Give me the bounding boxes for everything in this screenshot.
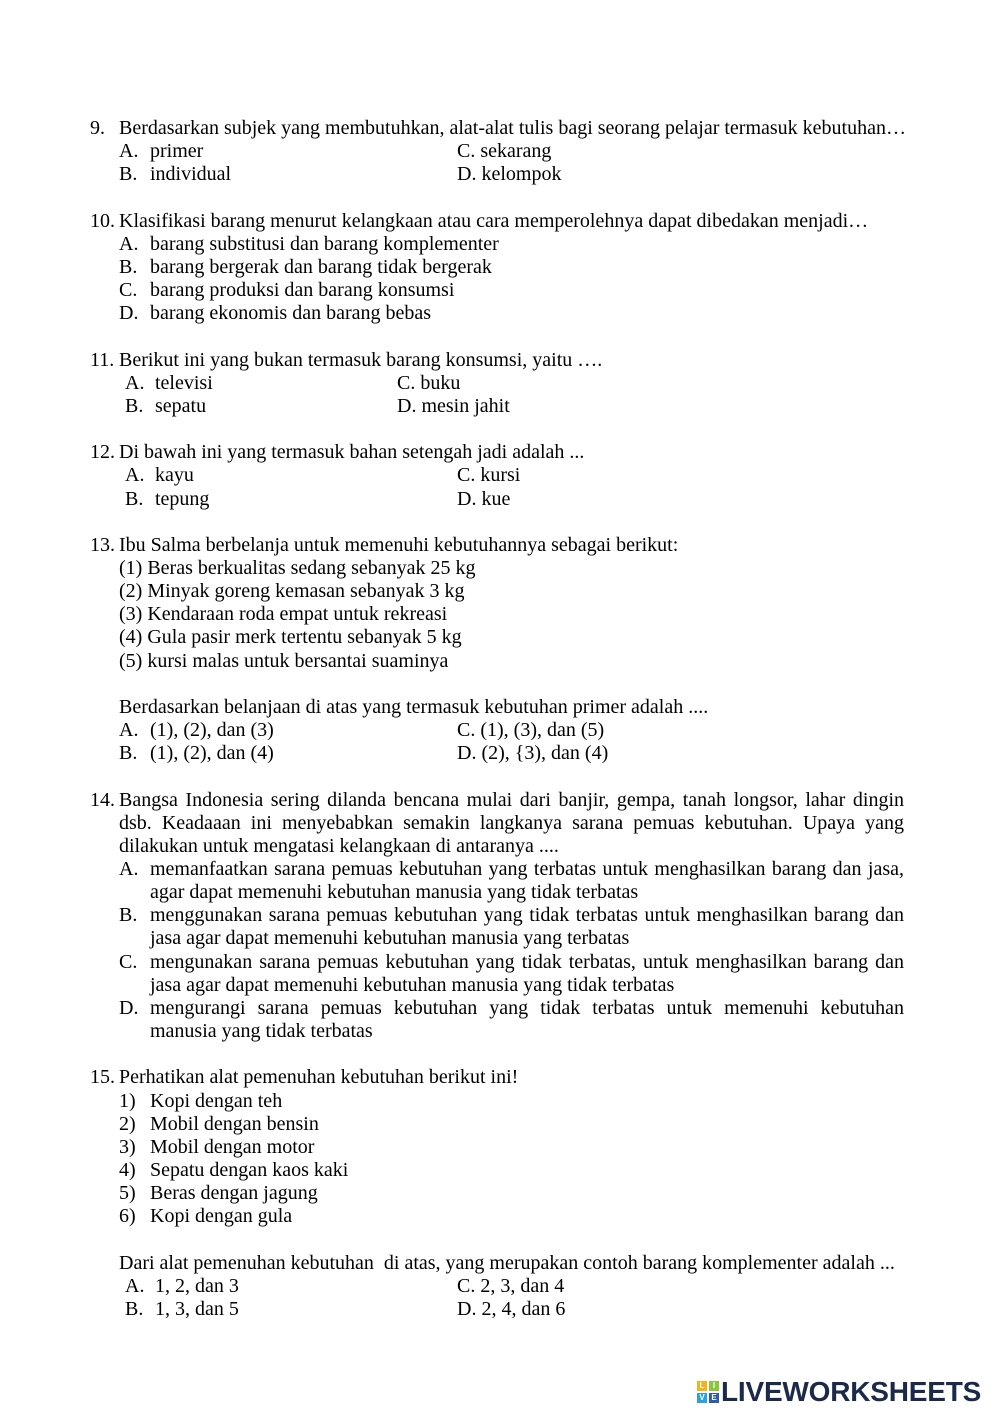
option-c bbox=[457, 140, 551, 163]
option-text-b: menggunakan sarana pemuas kebutuhan yang tidak terbatas untuk menghasilkan barang dan jasa agar dapat memenuhi kebutuhan manusia yang terbatas bbox=[150, 904, 904, 950]
option-row bbox=[0, 140, 1000, 163]
option-row bbox=[0, 951, 1000, 997]
option-row bbox=[0, 719, 1000, 742]
option-text-d: mengurangi sarana pemuas kebutuhan yang tidak terbatas untuk memenuhi kebutuhan manusia yang tidak terbatas bbox=[150, 996, 904, 1043]
list-item-label: 4) bbox=[119, 1159, 136, 1182]
option-letter-b: B. bbox=[125, 1297, 144, 1320]
blank-line bbox=[0, 418, 1000, 441]
blank-line bbox=[0, 1229, 1000, 1252]
list-item-label: (1) bbox=[119, 556, 143, 579]
option-c bbox=[457, 464, 520, 487]
list-item-content bbox=[119, 557, 476, 580]
list-item-label: (2) bbox=[119, 580, 143, 603]
option-letter-a: A. bbox=[125, 371, 145, 394]
option-text-d: (2), {3), dan (4) bbox=[481, 742, 609, 765]
question-prompt: Dari alat pemenuhan kebutuhan di atas, yang merupakan contoh barang komplementer adalah ... bbox=[119, 1251, 895, 1274]
option-letter-c: C. bbox=[457, 719, 476, 742]
list-item bbox=[0, 626, 1000, 649]
option-letter-b: B. bbox=[119, 742, 138, 765]
list-item bbox=[0, 650, 1000, 673]
option-text-c: kursi bbox=[480, 464, 521, 487]
option-row bbox=[0, 302, 1000, 325]
option-c bbox=[457, 1275, 564, 1298]
option-text-b: 1, 3, dan 5 bbox=[155, 1297, 239, 1320]
list-item-text: Gula pasir merk tertentu sebanyak 5 kg bbox=[147, 626, 462, 649]
question-number: 13. bbox=[90, 533, 115, 556]
option-text-d: kelompok bbox=[481, 163, 562, 186]
option-d bbox=[457, 163, 561, 186]
option-text-a: primer bbox=[150, 140, 204, 163]
list-item-text: Minyak goreng kemasan sebanyak 3 kg bbox=[147, 580, 465, 603]
question-stem-row bbox=[0, 349, 1000, 372]
question-stem: Berikut ini yang bukan termasuk barang konsumsi, yaitu …. bbox=[119, 348, 603, 371]
list-item-text: Beras berkualitas sedang sebanyak 25 kg bbox=[147, 556, 476, 579]
question-stem-row bbox=[0, 789, 1000, 858]
question-stem-row bbox=[0, 1066, 1000, 1089]
option-d bbox=[457, 742, 608, 765]
option-letter-b: B. bbox=[119, 163, 138, 186]
option-letter-a: A. bbox=[125, 1274, 145, 1297]
option-letter-c: C. bbox=[397, 371, 416, 394]
question-stem-row bbox=[0, 117, 1000, 140]
option-c bbox=[457, 719, 604, 742]
question-stem: Ibu Salma berbelanja untuk memenuhi kebutuhannya sebagai berikut: bbox=[119, 533, 679, 556]
option-text-d: barang ekonomis dan barang bebas bbox=[150, 302, 432, 325]
question-number: 9. bbox=[90, 117, 105, 139]
list-item bbox=[0, 557, 1000, 580]
list-item-label: (5) bbox=[119, 649, 143, 672]
option-row bbox=[0, 279, 1000, 302]
option-letter-a: A. bbox=[119, 858, 139, 880]
option-row bbox=[0, 163, 1000, 186]
option-text-b: tepung bbox=[155, 487, 210, 510]
option-letter-a: A. bbox=[119, 140, 139, 163]
option-row bbox=[0, 742, 1000, 765]
option-d bbox=[397, 395, 510, 418]
option-text-a: (1), (2), dan (3) bbox=[150, 719, 274, 742]
option-text-d: mesin jahit bbox=[421, 394, 510, 417]
list-item-content bbox=[119, 626, 462, 649]
question-13 bbox=[0, 534, 1000, 766]
list-item-label: 6) bbox=[119, 1205, 136, 1228]
question-prompt: Berdasarkan belanjaan di atas yang termasuk kebutuhan primer adalah .... bbox=[119, 695, 709, 718]
question-9 bbox=[0, 117, 1000, 186]
logo-square-e: E bbox=[709, 1393, 719, 1403]
list-item bbox=[0, 1159, 1000, 1182]
list-item-text: Mobil dengan motor bbox=[150, 1135, 315, 1158]
question-15 bbox=[0, 1066, 1000, 1321]
option-text-a: barang substitusi dan barang komplementer bbox=[150, 232, 499, 255]
option-row bbox=[0, 997, 1000, 1043]
option-text-c: (1), (3), dan (5) bbox=[480, 719, 605, 742]
list-item-label: (3) bbox=[119, 603, 143, 626]
option-letter-d: D. bbox=[119, 996, 139, 1019]
option-text-b: (1), (2), dan (4) bbox=[150, 742, 274, 765]
option-letter-c: C. bbox=[457, 140, 476, 163]
blank-line bbox=[0, 673, 1000, 696]
logo-square-i: I bbox=[709, 1381, 719, 1391]
blank-line bbox=[0, 511, 1000, 534]
logo-square-l: L bbox=[697, 1381, 707, 1391]
option-letter-d: D. bbox=[457, 1297, 477, 1320]
question-number: 10. bbox=[90, 209, 115, 232]
question-stem: Bangsa Indonesia sering dilanda bencana mulai dari banjir, gempa, tanah longsor, lahar dingin dsb. Keadaaan ini menyebabkan semakin langkanya sarana pemuas kebutuhan. Upaya yang dilakukan untuk mengatasi kelangkaan di antaranya .... bbox=[119, 788, 904, 857]
question-stem: Di bawah ini yang termasuk bahan setengah jadi adalah ... bbox=[119, 441, 585, 464]
question-list bbox=[0, 117, 1000, 1321]
question-number: 15. bbox=[90, 1066, 115, 1089]
list-item bbox=[0, 1136, 1000, 1159]
list-item bbox=[0, 1090, 1000, 1113]
option-row bbox=[0, 256, 1000, 279]
question-14 bbox=[0, 789, 1000, 1044]
blank-line bbox=[0, 325, 1000, 348]
question-number: 14. bbox=[90, 788, 115, 811]
liveworksheets-logo bbox=[697, 1378, 987, 1406]
list-item-content bbox=[119, 603, 447, 626]
option-text-c: sekarang bbox=[480, 140, 552, 163]
list-item-text: Kopi dengan teh bbox=[150, 1089, 283, 1112]
option-letter-b: B. bbox=[119, 904, 138, 927]
list-item-text: kursi malas untuk bersantai suaminya bbox=[147, 649, 449, 672]
question-stem-row bbox=[0, 534, 1000, 557]
question-stem: Klasifikasi barang menurut kelangkaan atau cara memperolehnya dapat dibedakan menjadi… bbox=[119, 209, 869, 232]
option-text-a: kayu bbox=[155, 464, 194, 487]
option-row bbox=[0, 904, 1000, 950]
option-text-d: kue bbox=[481, 487, 511, 510]
option-letter-c: C. bbox=[457, 1274, 476, 1297]
option-text-c: barang produksi dan barang konsumsi bbox=[150, 279, 455, 302]
option-row bbox=[0, 395, 1000, 418]
list-item-text: Kendaraan roda empat untuk rekreasi bbox=[147, 603, 448, 626]
list-item-text: Sepatu dengan kaos kaki bbox=[150, 1159, 349, 1182]
list-item-content bbox=[119, 650, 448, 673]
option-letter-d: D. bbox=[457, 742, 477, 765]
list-item bbox=[0, 580, 1000, 603]
list-item-text: Mobil dengan bensin bbox=[150, 1112, 319, 1135]
question-number: 12. bbox=[90, 441, 115, 464]
option-letter-a: A. bbox=[125, 464, 145, 487]
option-letter-a: A. bbox=[119, 232, 139, 255]
option-letter-d: D. bbox=[457, 163, 477, 186]
question-stem: Berdasarkan subjek yang membutuhkan, alat-alat tulis bagi seorang pelajar termasuk kebutuhan… bbox=[119, 117, 906, 139]
option-d bbox=[457, 488, 510, 511]
option-letter-b: B. bbox=[119, 255, 138, 278]
question-stem-row bbox=[0, 441, 1000, 464]
question-stem-row bbox=[0, 210, 1000, 233]
option-row bbox=[0, 858, 1000, 904]
list-item-label: (4) bbox=[119, 626, 143, 649]
option-text-a: memanfaatkan sarana pemuas kebutuhan yang terbatas untuk menghasilkan barang dan jasa, agar dapat memenuhi kebutuhan manusia yang tidak terbatas bbox=[150, 858, 904, 904]
option-text-c: mengunakan sarana pemuas kebutuhan yang tidak terbatas, untuk menghasilkan barang dan jasa agar dapat memenuhi kebutuhan manusia yang tidak terbatas bbox=[150, 950, 904, 996]
question-12 bbox=[0, 441, 1000, 510]
question-prompt-row bbox=[0, 1252, 1000, 1275]
option-letter-b: B. bbox=[125, 487, 144, 510]
option-text-b: barang bergerak dan barang tidak bergerak bbox=[150, 255, 492, 278]
option-text-c: 2, 3, dan 4 bbox=[480, 1274, 565, 1297]
question-prompt-row bbox=[0, 696, 1000, 719]
option-text-c: buku bbox=[420, 371, 461, 394]
option-letter-c: C. bbox=[119, 950, 138, 973]
option-row bbox=[0, 464, 1000, 487]
option-letter-d: D. bbox=[119, 302, 139, 325]
option-row bbox=[0, 488, 1000, 511]
option-letter-d: D. bbox=[457, 487, 477, 510]
question-stem: Perhatikan alat pemenuhan kebutuhan berikut ini! bbox=[119, 1066, 519, 1089]
list-item bbox=[0, 603, 1000, 626]
option-text-b: sepatu bbox=[155, 394, 207, 417]
option-row bbox=[0, 233, 1000, 256]
option-row bbox=[0, 1275, 1000, 1298]
option-letter-a: A. bbox=[119, 719, 139, 742]
list-item-label: 3) bbox=[119, 1135, 136, 1158]
list-item-label: 2) bbox=[119, 1112, 136, 1135]
option-row bbox=[0, 372, 1000, 395]
blank-line bbox=[0, 186, 1000, 209]
logo-text: LIVEWORKSHEETS bbox=[721, 1376, 982, 1407]
blank-line bbox=[0, 1043, 1000, 1066]
list-item bbox=[0, 1113, 1000, 1136]
option-row bbox=[0, 1298, 1000, 1321]
liveworksheets-logo-icon bbox=[697, 1381, 719, 1403]
blank-line bbox=[0, 765, 1000, 788]
list-item bbox=[0, 1205, 1000, 1228]
option-letter-b: B. bbox=[125, 394, 144, 417]
list-item-label: 5) bbox=[119, 1182, 136, 1205]
question-10 bbox=[0, 210, 1000, 326]
list-item bbox=[0, 1182, 1000, 1205]
list-item-content bbox=[119, 580, 464, 603]
option-c bbox=[397, 372, 460, 395]
option-text-a: televisi bbox=[155, 371, 213, 394]
option-letter-c: C. bbox=[457, 464, 476, 487]
question-number: 11. bbox=[90, 348, 115, 371]
option-letter-c: C. bbox=[119, 279, 138, 302]
option-d bbox=[457, 1298, 565, 1321]
list-item-label: 1) bbox=[119, 1089, 136, 1112]
option-text-d: 2, 4, dan 6 bbox=[481, 1297, 566, 1320]
option-letter-d: D. bbox=[397, 394, 417, 417]
option-text-a: 1, 2, dan 3 bbox=[155, 1274, 239, 1297]
list-item-text: Kopi dengan gula bbox=[150, 1205, 293, 1228]
list-item-text: Beras dengan jagung bbox=[150, 1182, 318, 1205]
logo-square-v: V bbox=[697, 1393, 707, 1403]
option-text-b: individual bbox=[150, 163, 232, 186]
question-11 bbox=[0, 349, 1000, 418]
